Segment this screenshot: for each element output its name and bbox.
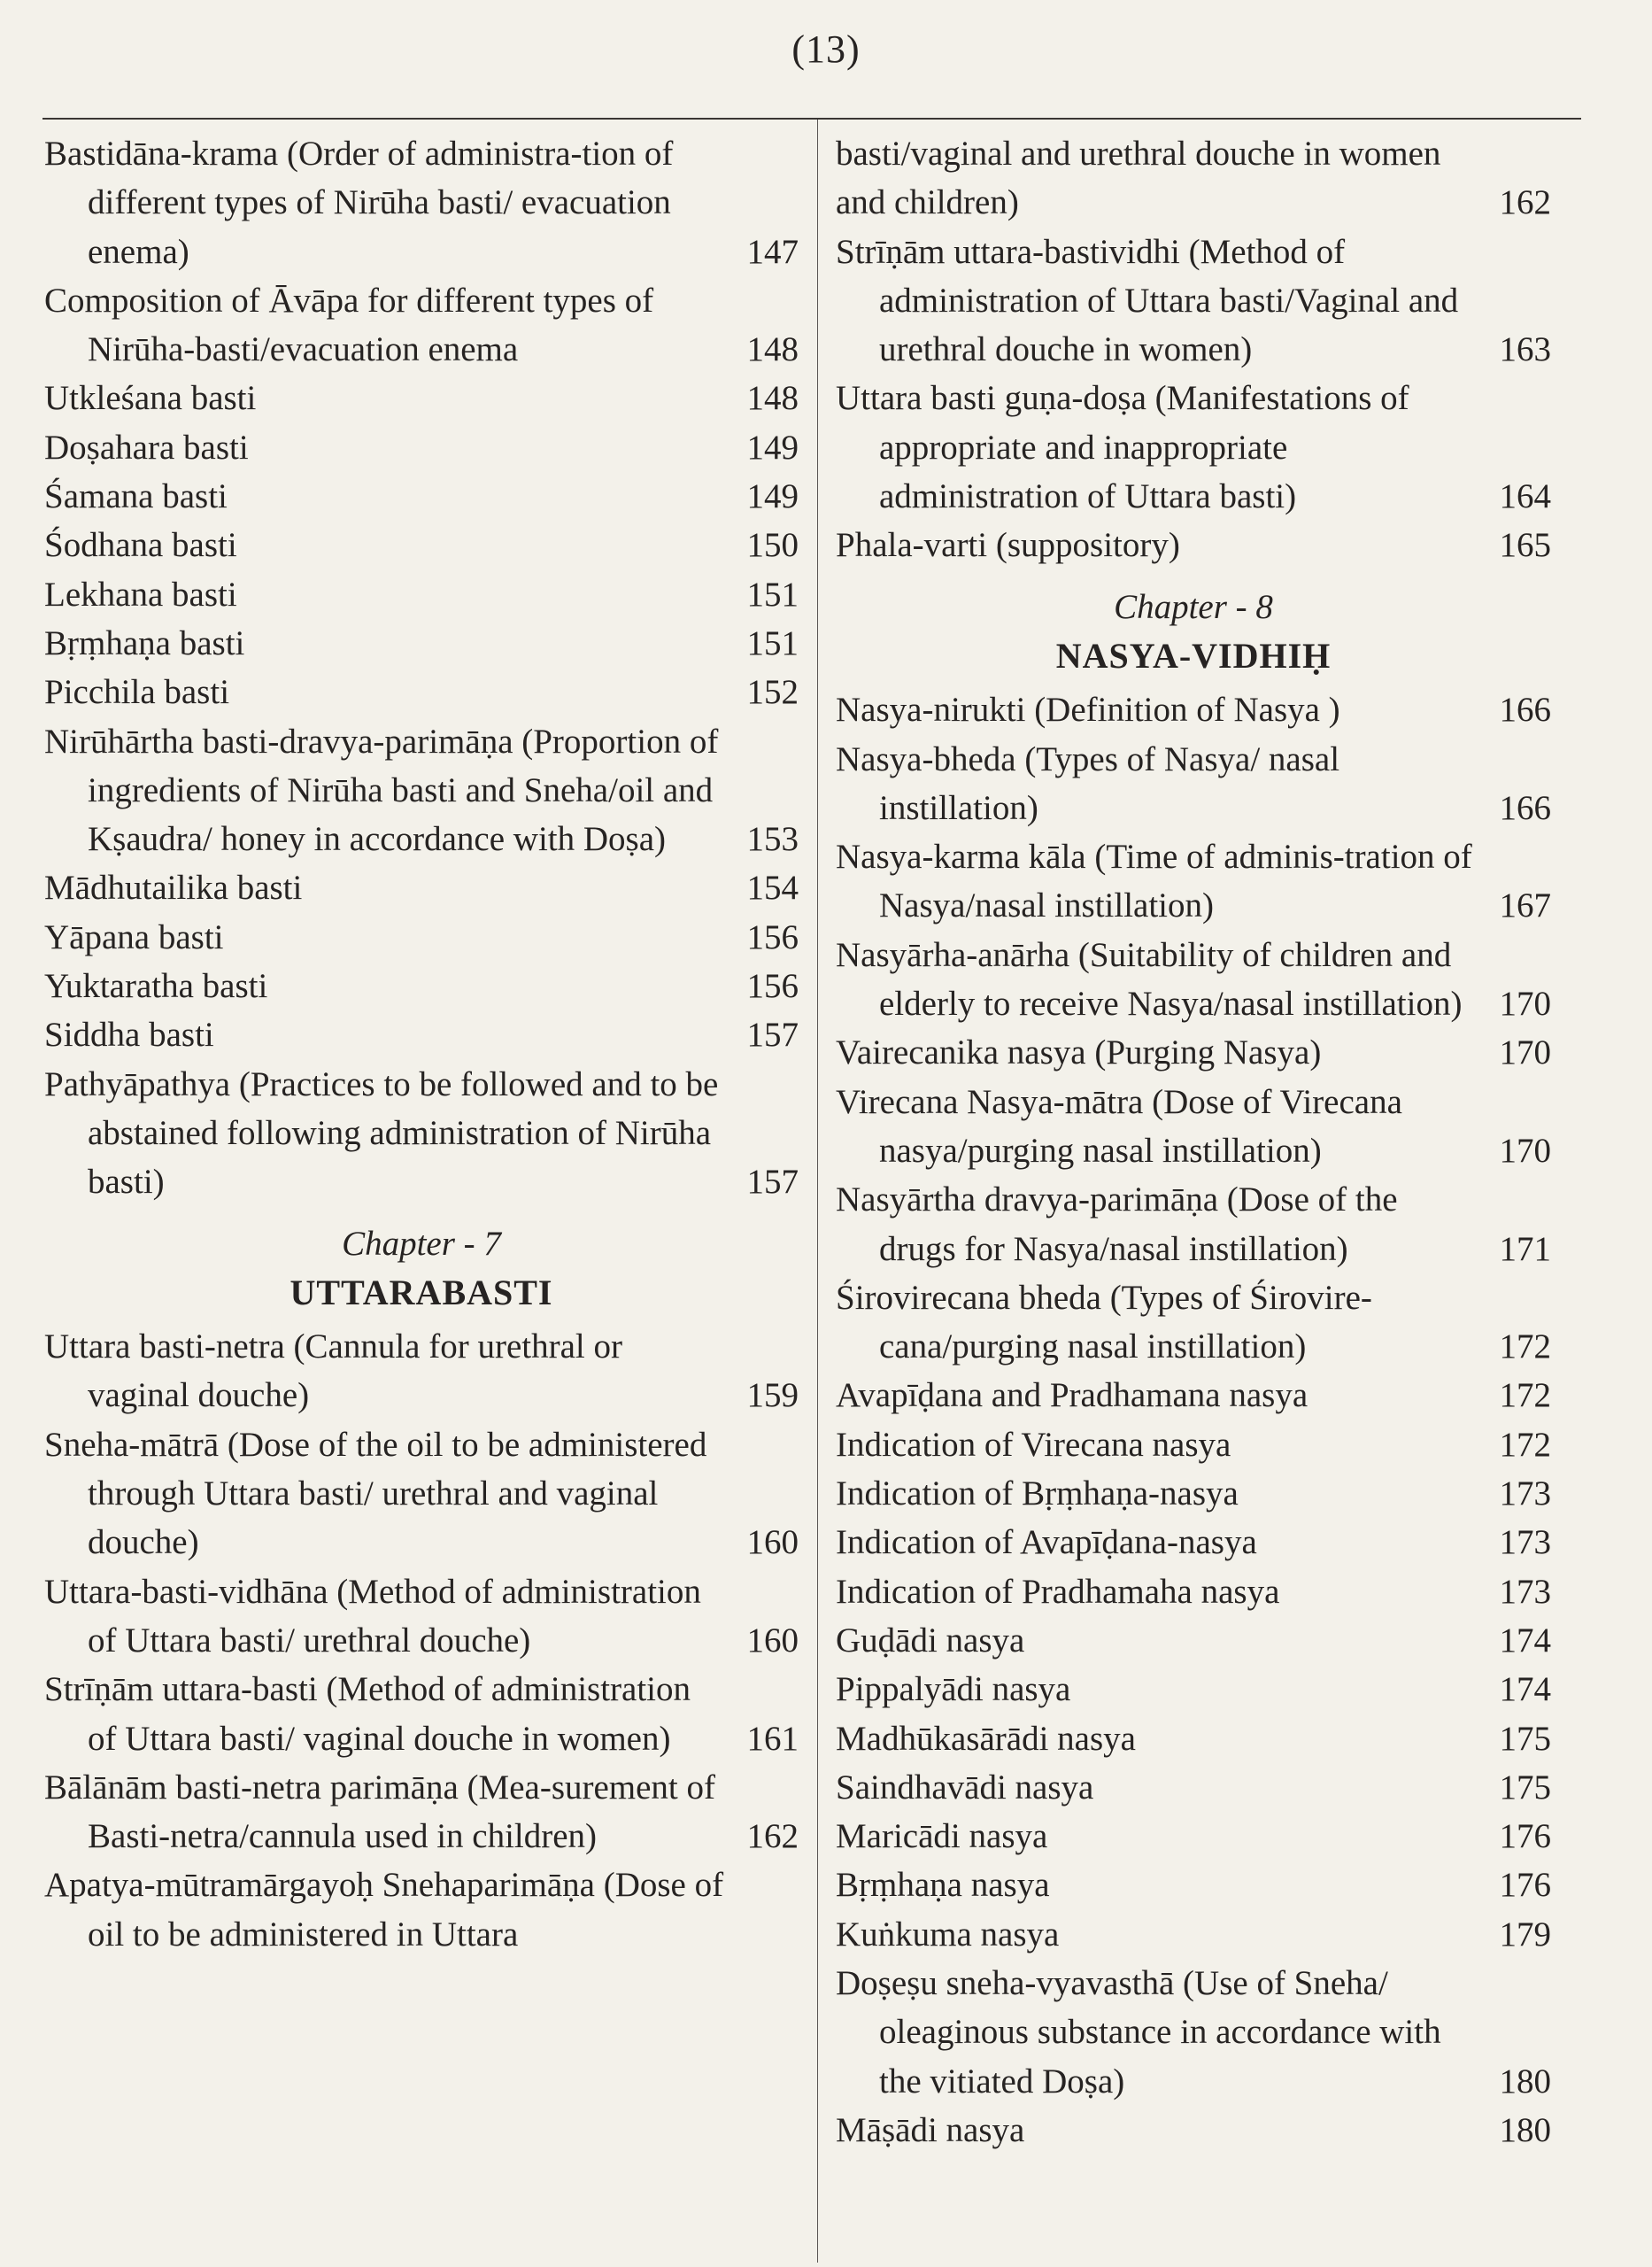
entry-page-number: 179 [1499, 1915, 1551, 1954]
entry-page-number: 149 [746, 477, 799, 516]
entry-title: Strīṇām uttara-bastividhi (Method of administration of Uttara basti/Vaginal and urethral douche in women) [836, 232, 1459, 369]
toc-entry [836, 832, 1551, 931]
entry-title: Pippalyādi nasya [836, 1670, 1071, 1709]
toc-entry [836, 1861, 1551, 1909]
entry-title: Nasya-nirukti (Definition of Nasya ) [836, 691, 1340, 730]
chapter-heading [44, 1219, 799, 1318]
toc-entry [836, 685, 1551, 734]
toc-entry [44, 1322, 799, 1420]
entry-title: Phala-varti (suppository) [836, 526, 1180, 565]
entry-page-number: 161 [746, 1719, 799, 1758]
entry-page-number: 153 [746, 820, 799, 859]
entry-page-number: 174 [1499, 1670, 1551, 1709]
entry-page-number: 176 [1499, 1817, 1551, 1856]
entry-page-number: 166 [1499, 788, 1551, 827]
entry-page-number: 147 [746, 232, 799, 271]
toc-entry [836, 1812, 1551, 1861]
toc-entry [836, 521, 1551, 569]
entry-title: Uttara-basti-vidhāna (Method of administration of Uttara basti/ urethral douche) [44, 1572, 701, 1660]
toc-entry [44, 423, 799, 472]
entry-title: Avapīḍana and Pradhamana nasya [836, 1376, 1308, 1415]
toc-entry [836, 1567, 1551, 1616]
toc-entry [836, 129, 1551, 228]
entry-title: Uttara basti guṇa-doṣa (Manifestations of appropriate and inappropriate administration of Uttara basti) [836, 379, 1409, 516]
toc-entry [836, 1273, 1551, 1372]
entry-title: Uttara basti-netra (Cannula for urethral or vaginal douche) [44, 1327, 622, 1415]
entry-page-number: 160 [746, 1523, 799, 1562]
entry-title: Nasya-karma kāla (Time of adminis-tration of Nasya/nasal instillation) [836, 838, 1472, 925]
entry-title: Indication of Virecana nasya [836, 1425, 1231, 1464]
entry-title: Saindhavādi nasya [836, 1768, 1094, 1807]
entry-title: Kuṅkuma nasya [836, 1915, 1060, 1954]
chapter-label: Chapter - 8 [1114, 587, 1273, 626]
entry-title: Bastidāna-krama (Order of administra-tion of different types of Nirūha basti/ evacuation enema) [44, 135, 674, 271]
entry-title: Śodhana basti [44, 526, 237, 565]
toc-entry [836, 1078, 1551, 1176]
entry-page-number: 148 [746, 379, 799, 418]
toc-entry [44, 1060, 799, 1207]
entry-title: Lekhana basti [44, 575, 237, 614]
toc-entry [836, 228, 1551, 375]
column-divider [817, 120, 818, 2263]
entry-page-number: 162 [746, 1817, 799, 1856]
toc-entry [836, 1175, 1551, 1273]
toc-entry [836, 1763, 1551, 1812]
entry-page-number: 175 [1499, 1719, 1551, 1758]
entry-page-number: 171 [1499, 1229, 1551, 1268]
toc-entry [44, 1010, 799, 1059]
toc-entry [44, 1665, 799, 1763]
entry-page-number: 163 [1499, 330, 1551, 369]
entry-page-number: 165 [1499, 526, 1551, 565]
entry-title: Indication of Avapīḍana-nasya [836, 1523, 1257, 1562]
entry-title: basti/vaginal and urethral douche in women and children) [836, 135, 1441, 222]
entry-title: Bṛṃhaṇa basti [44, 623, 245, 662]
entry-page-number: 170 [1499, 1033, 1551, 1072]
entry-title: Utkleśana basti [44, 379, 257, 418]
toc-entry [836, 1518, 1551, 1567]
toc-entry [44, 668, 799, 716]
toc-entry [44, 619, 799, 668]
header-rule [42, 118, 1581, 120]
chapter-heading [836, 583, 1551, 681]
entry-page-number: 148 [746, 330, 799, 369]
entry-title: Doṣeṣu sneha-vyavasthā (Use of Sneha/ oleaginous substance in accordance with the vitiated Doṣa) [836, 1963, 1441, 2101]
entry-title: Mādhutailika basti [44, 869, 303, 908]
entry-title: Virecana Nasya-mātra (Dose of Virecana nasya/purging nasal instillation) [836, 1082, 1402, 1170]
toc-entry [44, 1567, 799, 1666]
toc-entry [44, 1420, 799, 1567]
toc-entry [44, 1861, 799, 1959]
toc-entry [44, 913, 799, 962]
toc-entry [44, 1763, 799, 1861]
entry-title: Strīṇām uttara-basti (Method of administration of Uttara basti/ vaginal douche in women) [44, 1670, 691, 1758]
toc-entry [836, 1420, 1551, 1469]
entry-page-number: 150 [746, 526, 799, 565]
toc-entry [44, 717, 799, 864]
toc-entry [836, 1910, 1551, 1959]
toc-entry [836, 1665, 1551, 1714]
entry-page-number: 162 [1499, 183, 1551, 222]
entry-title: Doṣahara basti [44, 428, 249, 467]
toc-entry [44, 276, 799, 375]
entry-title: Madhūkasārādi nasya [836, 1719, 1136, 1758]
chapter-label: Chapter - 7 [342, 1224, 501, 1263]
entry-title: Yuktaratha basti [44, 967, 268, 1006]
toc-entry [44, 374, 799, 422]
toc-entry [44, 521, 799, 569]
entry-title: Nasyārha-anārha (Suitability of children and elderly to receive Nasya/nasal instillation) [836, 935, 1463, 1024]
entry-page-number: 149 [746, 428, 799, 467]
entry-title: Siddha basti [44, 1016, 214, 1055]
toc-entry [44, 472, 799, 521]
toc-entry [836, 1469, 1551, 1518]
entry-page-number: 170 [1499, 1131, 1551, 1170]
toc-entry [836, 374, 1551, 521]
entry-page-number: 172 [1499, 1327, 1551, 1366]
toc-entry [836, 2106, 1551, 2155]
entry-title: Composition of Āvāpa for different types of Nirūha-basti/evacuation enema [44, 281, 654, 369]
toc-entry [44, 863, 799, 912]
entry-title: Indication of Pradhamaha nasya [836, 1572, 1280, 1611]
chapter-title: UTTARABASTI [289, 1272, 553, 1312]
entry-title: Picchila basti [44, 673, 230, 712]
entry-page-number: 180 [1499, 2110, 1551, 2149]
entry-title: Nirūhārtha basti-dravya-parimāṇa (Proportion of ingredients of Nirūha basti and Sneha/oil and Kṣaudra/ honey in accordance with Doṣa) [44, 722, 719, 859]
entry-title: Nasya-bheda (Types of Nasya/ nasal instillation) [836, 739, 1340, 827]
entry-title: Indication of Bṛṃhaṇa-nasya [836, 1474, 1239, 1513]
entry-title: Pathyāpathya (Practices to be followed and to be abstained following administration of Nirūha basti) [44, 1064, 719, 1202]
page-number: (13) [791, 27, 861, 71]
entry-title: Vairecanika nasya (Purging Nasya) [836, 1033, 1322, 1072]
toc-entry [836, 1028, 1551, 1077]
entry-title: Yāpana basti [44, 917, 224, 956]
entry-page-number: 151 [746, 575, 799, 614]
entry-title: Apatya-mūtramārgayoḥ Snehaparimāṇa (Dose of oil to be administered in Uttara [44, 1866, 724, 1954]
entry-title: Sneha-mātrā (Dose of the oil to be administered through Uttara basti/ urethral and vaginal douche) [44, 1425, 707, 1562]
right-column [836, 129, 1551, 2155]
entry-page-number: 180 [1499, 2062, 1551, 2101]
entry-page-number: 164 [1499, 477, 1551, 516]
entry-page-number: 173 [1499, 1523, 1551, 1562]
toc-entry [836, 1714, 1551, 1763]
entry-page-number: 173 [1499, 1474, 1551, 1513]
entry-page-number: 176 [1499, 1866, 1551, 1905]
toc-entry [836, 1616, 1551, 1665]
entry-title: Maricādi nasya [836, 1817, 1048, 1856]
entry-page-number: 160 [746, 1621, 799, 1660]
entry-page-number: 170 [1499, 985, 1551, 1024]
entry-title: Śamana basti [44, 477, 228, 516]
toc-entry [836, 931, 1551, 1029]
entry-page-number: 151 [746, 623, 799, 662]
entry-page-number: 174 [1499, 1621, 1551, 1660]
entry-title: Śirovirecana bheda (Types of Śirovire-cana/purging nasal instillation) [836, 1278, 1372, 1366]
entry-page-number: 172 [1499, 1425, 1551, 1464]
entry-title: Guḍādi nasya [836, 1621, 1025, 1660]
toc-entry [44, 570, 799, 619]
entry-page-number: 167 [1499, 886, 1551, 925]
entry-page-number: 154 [746, 869, 799, 908]
toc-entry [836, 1959, 1551, 2106]
entry-page-number: 172 [1499, 1376, 1551, 1415]
entry-title: Bṛṃhaṇa nasya [836, 1866, 1050, 1905]
toc-entry [836, 735, 1551, 833]
entry-title: Bālānām basti-netra parimāṇa (Mea-surement of Basti-netra/cannula used in children) [44, 1768, 716, 1856]
left-column [44, 129, 799, 1959]
entry-title: Māṣādi nasya [836, 2110, 1025, 2149]
chapter-title: NASYA-VIDHIḤ [1055, 635, 1332, 676]
entry-page-number: 156 [746, 967, 799, 1006]
entry-page-number: 157 [746, 1016, 799, 1055]
entry-title: Nasyārtha dravya-parimāṇa (Dose of the drugs for Nasya/nasal instillation) [836, 1180, 1398, 1268]
entry-page-number: 156 [746, 917, 799, 956]
entry-page-number: 152 [746, 673, 799, 712]
entry-page-number: 159 [746, 1376, 799, 1415]
entry-page-number: 173 [1499, 1572, 1551, 1611]
entry-page-number: 157 [746, 1163, 799, 1202]
toc-entry [44, 962, 799, 1010]
toc-entry [836, 1371, 1551, 1420]
entry-page-number: 166 [1499, 691, 1551, 730]
toc-entry [44, 129, 799, 276]
entry-page-number: 175 [1499, 1768, 1551, 1807]
